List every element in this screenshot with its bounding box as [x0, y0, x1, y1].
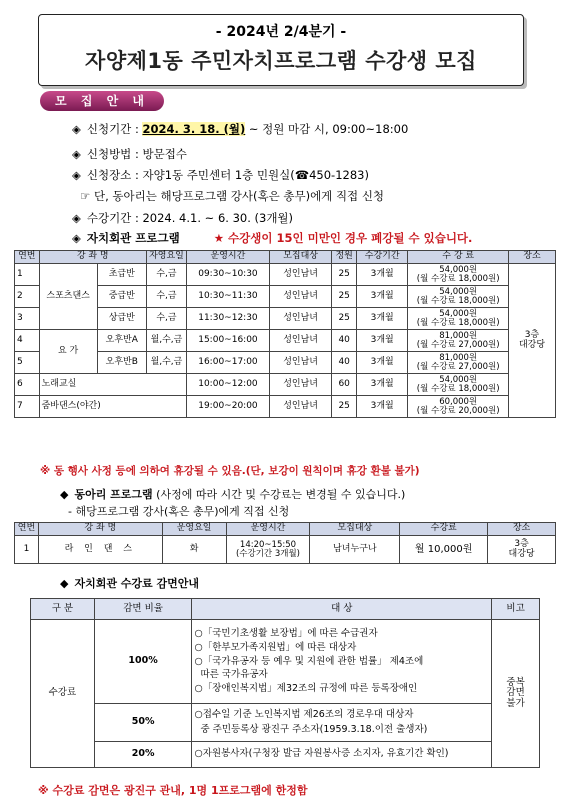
- program-table: 연번 강 좌 명 자영요일 운영시간 모집대상 정원 수강기간 수 강 료 장소 1 스포츠댄스 초급반 수,금 09:30~10:30 성인남녀 25 3개월 54,000원 (월 수강료 18,000원) 3층 대강당 2 중급반 수,금 10:30~11:30 성인남녀 25 3개월 54,000원 (월 수강료 18,000원) 3 상급반 수,금 11:30~12:30 성인남녀 25 3개월 54,000원 (월 수강료 18,000원) 4 요 가 오후반A 월,수,금 15:00~16:00 성인남녀 40 3개월 81,000원 (월 수강료 27,000원) 5 오후반B 월,수,금 16:00~17:00 성인남녀 40 3개월 81,000원 (월 수강료 27,000원) 6 노래교실 10:00~12:00 성인남녀 60 3개월 54,000원 (월 수강료 18,000원) 7 줌바댄스(야간) 19:00~20:00 성인남녀 25 3개월 60,000원 (월 수강료 20,000원): [14, 250, 556, 418]
- min-warning: ★ 수강생이 15인 미만인 경우 폐강될 수 있습니다.: [213, 231, 473, 245]
- table-row: 20% ○자원봉사자(구청장 발급 자원봉사증 소지자, 유효기간 확인): [31, 742, 540, 768]
- club-label: ◆ 동아리 프로그램 (사정에 따라 시간 및 수강료는 변경될 수 있습니다.): [60, 488, 406, 501]
- discount-label: ◆ 자치회관 수강료 감면안내: [60, 577, 200, 590]
- table-row: 50% ○접수일 기준 노인복지법 제26조의 경로우대 대상자 중 주민등록상 광진구 주소자(1959.3.18.이전 출생자): [31, 704, 540, 742]
- table-row: 3 상급반 수,금 11:30~12:30 성인남녀 25 3개월 54,000원 (월 수강료 18,000원): [15, 308, 556, 330]
- table-row: 2 중급반 수,금 10:30~11:30 성인남녀 25 3개월 54,000원 (월 수강료 18,000원): [15, 286, 556, 308]
- info-period: ◈ 신청기간 : 2024. 3. 18. (월) ~ 정원 마감 시, 09:00~18:00: [72, 122, 409, 136]
- place-cell: 3층 대강당: [508, 264, 555, 418]
- discount-table: 구 분 감면 비율 대 상 비고 수강료 100% ○「국민기초생활 보장법」에 따른 수급권자 ○「한부모가족지원법」에 따른 대상자 ○「국가유공자 등 예우 및 지원에 관한 법률」 제4조에 따른 국가유공자 ○「장애인복지법」제32조의 규정에 따른 등록장애인 중복 감면 불가 50% ○접수일 기준 노인복지법 제26조의 경로우대 대상자 중 주민등록상 광진구 주소자(1959.3.18.이전 출생자) 20% ○자원봉사자(구청장 발급 자원봉사증 소지자, 유효기간 확인): [30, 598, 540, 768]
- header-subtitle: - 2024년 2/4분기 -: [215, 24, 347, 40]
- table-row: 6 노래교실 10:00~12:00 성인남녀 60 3개월 54,000원 (월 수강료 18,000원): [15, 374, 556, 396]
- table-row: 1 스포츠댄스 초급반 수,금 09:30~10:30 성인남녀 25 3개월 54,000원 (월 수강료 18,000원) 3층 대강당: [15, 264, 556, 286]
- table-row: 수강료 100% ○「국민기초생활 보장법」에 따른 수급권자 ○「한부모가족지원법」에 따른 대상자 ○「국가유공자 등 예우 및 지원에 관한 법률」 제4조에 따른 국가유공자 ○「장애인복지법」제32조의 규정에 따른 등록장애인 중복 감면 불가: [31, 620, 540, 704]
- info-program: ◈ 자치회관 프로그램 ★ 수강생이 15인 미만인 경우 폐강될 수 있습니다.: [72, 231, 473, 245]
- diamond-icon: ◈: [72, 231, 81, 245]
- info-course-period: ◈ 수강기간 : 2024. 4.1. ~ 6. 30. (3개월): [72, 211, 294, 225]
- info-method: ◈ 신청방법 : 방문접수: [72, 147, 187, 161]
- club-table: 연번 강 좌 명 운영요일 운영시간 모집대상 수강료 장소 1 라 인 댄 스 화 14:20~15:50 (수강기간 3개월) 남녀누구나 월 10,000원 3층 대강당: [14, 522, 556, 564]
- diamond-icon: ◈: [72, 168, 81, 182]
- footer-note: ※ 수강료 감면은 광진구 관내, 1명 1프로그램에 한정함: [38, 784, 308, 797]
- period-date: 2024. 3. 18. (월): [142, 122, 246, 136]
- diamond-icon: ◈: [72, 211, 81, 225]
- diamond-icon: ◆: [60, 488, 69, 501]
- diamond-icon: ◈: [72, 122, 81, 136]
- table-row: 5 오후반B 월,수,금 16:00~17:00 성인남녀 40 3개월 81,000원 (월 수강료 27,000원): [15, 352, 556, 374]
- info-club-note: ☞ 단, 동아리는 해당프로그램 강사(혹은 총무)에게 직접 신청: [80, 189, 385, 203]
- table-row: 4 요 가 오후반A 월,수,금 15:00~16:00 성인남녀 40 3개월 81,000원 (월 수강료 27,000원): [15, 330, 556, 352]
- club-sub: - 해당프로그램 강사(혹은 총무)에게 직접 신청: [68, 505, 290, 518]
- diamond-icon: ◆: [60, 577, 69, 590]
- closure-note: ※ 동 행사 사정 등에 의하여 휴강될 수 있음.(단, 보강이 원칙이며 휴강 환불 불가): [40, 465, 420, 477]
- section-pill: 모 집 안 내: [40, 91, 164, 111]
- page-title: 자양제1동 주민자치프로그램 수강생 모집: [85, 49, 477, 73]
- diamond-icon: ◈: [72, 147, 81, 161]
- info-place: ◈ 신청장소 : 자양1동 주민센터 1층 민원실(☎450-1283): [72, 168, 369, 182]
- table-row: 1 라 인 댄 스 화 14:20~15:50 (수강기간 3개월) 남녀누구나 월 10,000원 3층 대강당: [15, 536, 556, 564]
- table-row: 7 줌바댄스(야간) 19:00~20:00 성인남녀 25 3개월 60,000원 (월 수강료 20,000원): [15, 396, 556, 418]
- header-box: [38, 14, 524, 86]
